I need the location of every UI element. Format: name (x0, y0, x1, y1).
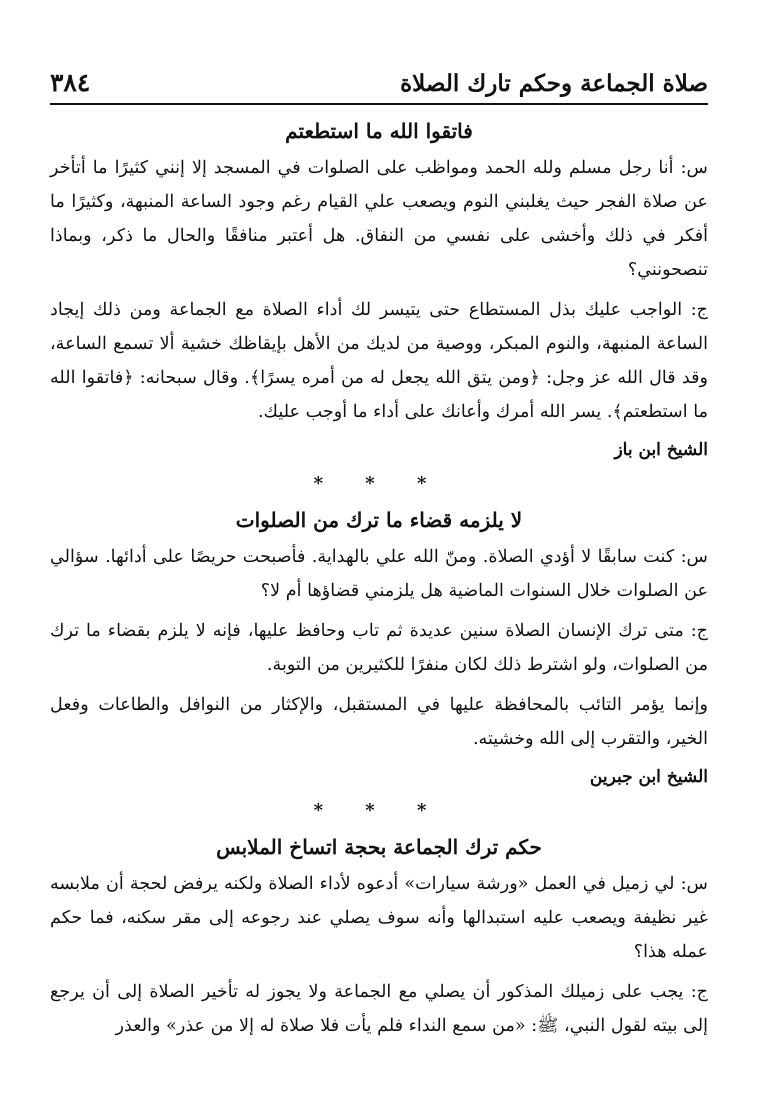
section-separator: * * * (313, 800, 445, 821)
running-title: صلاة الجماعة وحكم تارك الصلاة (400, 70, 708, 97)
section-title: لا يلزمه قضاء ما ترك من الصلوات (235, 508, 523, 532)
answer-paragraph: ج: الواجب عليك بذل المستطاع حتى يتيسر لك أداء الصلاة مع الجماعة ومن ذلك إيجاد الساعة المنبهة، والنوم المبكر، ووصية من لديك من الأهل بإيقاظك خشية ألا تسمع الساعة، وقد قال الله عز وجل: ﴿ومن يتق الله يجعل له من أمره يسرًا﴾. وقال سبحانه: ﴿فاتقوا الله ما استطعتم﴾. يسر الله أمرك وأعانك على أداء ما أوجب عليك. (50, 300, 708, 422)
answer-paragraph: وإنما يؤمر التائب بالمحافظة عليها في المستقبل، والإكثار من النوافل والطاعات وفعل الخير، والتقرب إلى الله وخشيته. (50, 695, 708, 749)
page-number: ٣٨٤ (50, 68, 91, 97)
page-header (50, 68, 708, 105)
section-separator: * * * (313, 473, 445, 494)
section-title: حكم ترك الجماعة بحجة اتساخ الملابس (216, 835, 542, 859)
section-1 (50, 119, 708, 465)
section-title: فاتقوا الله ما استطعتم (285, 119, 473, 143)
question-paragraph: س: لي زميل في العمل «ورشة سيارات» أدعوه لأداء الصلاة ولكنه يرفض لحجة أن ملابسه غير نظيفة ويصعب عليه استبدالها وأنه سوف يصلي عند رجوعه إلى مقر سكنه، فما حكم عمله هذا؟ (50, 874, 708, 962)
question-paragraph: س: أنا رجل مسلم ولله الحمد ومواظب على الصلوات في المسجد إلا إنني كثيرًا ما أتأخر عن صلاة الفجر حيث يغلبني النوم ويصعب علي القيام رغم وجود الساعة المنبهة، وكثيرًا ما أفكر في ذلك وأخشى على نفسي من النفاق. هل أعتبر منافقًا والحال ما ذكر، وبماذا تنصحونني؟ (50, 158, 708, 280)
section-2 (50, 508, 708, 792)
section-3 (50, 835, 708, 1043)
signature: الشيخ ابن جبرين (589, 767, 708, 787)
answer-paragraph: ج: يجب على زميلك المذكور أن يصلي مع الجماعة ولا يجوز له تأخير الصلاة إلى أن يرجع إلى بيته لقول النبي، ﷺ: «من سمع النداء فلم يأت فلا صلاة له إلا من عذر» والعذر (50, 982, 708, 1036)
signature: الشيخ ابن باز (614, 440, 708, 460)
question-paragraph: س: كنت سابقًا لا أؤدي الصلاة. ومنّ الله علي بالهداية. فأصبحت حريصًا على أدائها. سؤالي عن الصلوات خلال السنوات الماضية هل يلزمني قضاؤها أم لا؟ (50, 547, 708, 601)
answer-paragraph: ج: متى ترك الإنسان الصلاة سنين عديدة ثم تاب وحافظ عليها، فإنه لا يلزم بقضاء ما ترك من الصلوات، ولو اشترط ذلك لكان منفرًا للكثيرين من التوبة. (50, 621, 708, 675)
